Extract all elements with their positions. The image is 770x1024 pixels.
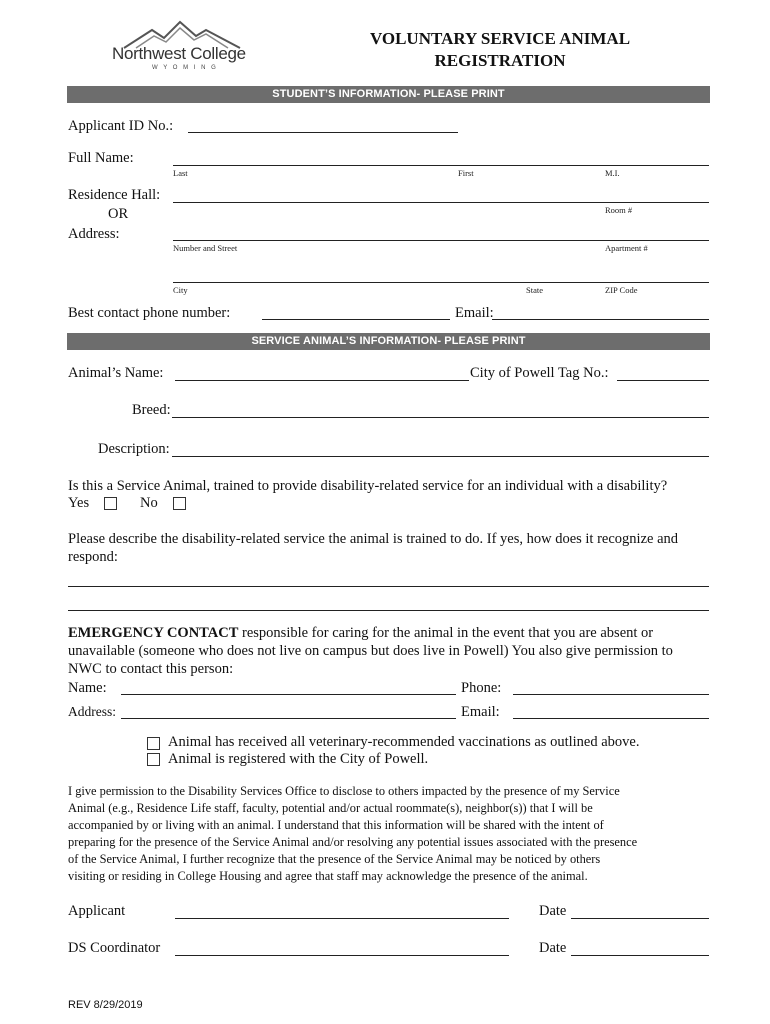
form-title-line-1: VOLUNTARY SERVICE ANIMAL	[369, 29, 631, 48]
form-title	[350, 28, 650, 72]
coordinator-signature-label: DS Coordinator	[68, 940, 161, 956]
college-state: W Y O M I N G	[152, 65, 218, 71]
residence-hall-label: Residence Hall:	[68, 187, 161, 203]
permission-line-2: Animal (e.g., Residence Life staff, faculty, potential and/or actual roommate(s), neighbor(s)) that I will be	[68, 801, 593, 815]
vaccinations-label: Animal has received all veterinary-recommended vaccinations as outlined above.	[168, 734, 640, 750]
apartment-caption: Apartment #	[605, 243, 648, 253]
first-name-caption: First	[458, 168, 474, 178]
applicant-date-label: Date	[539, 903, 567, 919]
description-field[interactable]	[172, 456, 709, 457]
describe-answer-line-2[interactable]	[68, 610, 709, 611]
no-checkbox[interactable]	[173, 497, 186, 510]
emergency-intro-line-1	[68, 624, 653, 642]
contact-phone-label: Phone:	[461, 680, 502, 696]
registered-checkbox[interactable]	[147, 753, 160, 766]
emergency-text-1: responsible for caring for the animal in the event that you are absent or	[238, 625, 654, 641]
emergency-heading: EMERGENCY CONTACT	[68, 625, 239, 641]
contact-email-label: Email:	[461, 704, 500, 720]
permission-line-6: visiting or residing in College Housing and agree that staff may acknowledge the presence of the animal.	[68, 869, 588, 883]
zip-caption: ZIP Code	[605, 285, 638, 295]
city-state-zip-field[interactable]	[173, 282, 709, 283]
contact-email-field[interactable]	[513, 718, 709, 719]
permission-line-5: of the Service Animal, I further recognize that the presence of the Service Animal may be noticed by others	[68, 852, 601, 866]
contact-name-field[interactable]	[121, 694, 456, 695]
service-question: Is this a Service Animal, trained to provide disability-related service for an individual with a disability?	[68, 478, 668, 494]
email-field[interactable]	[492, 319, 709, 320]
describe-prompt-line-1: Please describe the disability-related service the animal is trained to do. If yes, how does it recognize and	[68, 531, 678, 547]
coordinator-signature-field[interactable]	[175, 955, 509, 956]
applicant-signature-field[interactable]	[175, 918, 509, 919]
breed-field[interactable]	[172, 417, 709, 418]
describe-answer-line-1[interactable]	[68, 586, 709, 587]
yes-checkbox[interactable]	[104, 497, 117, 510]
permission-line-1: I give permission to the Disability Services Office to disclose to others impacted by the presence of my Service	[68, 784, 620, 798]
animal-section-header: SERVICE ANIMAL’S INFORMATION- PLEASE PRINT	[67, 333, 710, 350]
street-address-field[interactable]	[173, 240, 709, 241]
city-caption: City	[173, 285, 188, 295]
phone-label: Best contact phone number:	[68, 305, 231, 321]
permission-line-4: preparing for the presence of the Service Animal and/or resolving any potential issues associated with the presence	[68, 835, 638, 849]
last-name-caption: Last	[173, 168, 188, 178]
tag-number-label: City of Powell Tag No.:	[470, 365, 609, 381]
tag-number-field[interactable]	[617, 380, 709, 381]
revision-date: REV 8/29/2019	[68, 999, 143, 1011]
number-street-caption: Number and Street	[173, 243, 238, 253]
describe-prompt-line-2: respond:	[68, 549, 118, 565]
applicant-date-field[interactable]	[571, 918, 709, 919]
contact-phone-field[interactable]	[513, 694, 709, 695]
permission-paragraph	[68, 783, 718, 885]
middle-initial-caption: M.I.	[605, 168, 620, 178]
emergency-text-2: unavailable (someone who does not live on campus but does live in Powell) You also give permission to	[68, 643, 673, 659]
or-label: OR	[108, 206, 129, 222]
form-title-line-2: REGISTRATION	[434, 51, 566, 70]
phone-field[interactable]	[262, 319, 450, 320]
animal-name-field[interactable]	[175, 380, 469, 381]
room-caption: Room #	[605, 205, 633, 215]
description-label: Description:	[98, 441, 170, 457]
contact-address-field[interactable]	[121, 718, 456, 719]
college-name: Northwest College	[112, 44, 246, 63]
full-name-label: Full Name:	[68, 150, 134, 166]
email-label: Email:	[455, 305, 494, 321]
applicant-id-field[interactable]	[188, 132, 458, 133]
permission-line-3: accompanied by or living with an animal. I understand that this information will be shared with the intent of	[68, 818, 604, 832]
residence-hall-field[interactable]	[173, 202, 709, 203]
vaccinations-checkbox[interactable]	[147, 737, 160, 750]
registered-label: Animal is registered with the City of Powell.	[168, 751, 429, 767]
student-section-header: STUDENT’S INFORMATION- PLEASE PRINT	[67, 86, 710, 103]
college-logo	[112, 20, 252, 76]
full-name-field[interactable]	[173, 165, 709, 166]
no-label: No	[140, 495, 158, 511]
coordinator-date-field[interactable]	[571, 955, 709, 956]
address-label: Address:	[68, 226, 120, 242]
contact-address-label: Address:	[68, 704, 116, 719]
contact-name-label: Name:	[68, 680, 107, 696]
applicant-signature-label: Applicant	[68, 903, 126, 919]
yes-label: Yes	[68, 495, 90, 511]
emergency-text-3: NWC to contact this person:	[68, 661, 234, 677]
state-caption: State	[526, 285, 543, 295]
applicant-id-label: Applicant ID No.:	[68, 118, 174, 134]
coordinator-date-label: Date	[539, 940, 567, 956]
animal-name-label: Animal’s Name:	[68, 365, 164, 381]
breed-label: Breed:	[132, 402, 171, 418]
